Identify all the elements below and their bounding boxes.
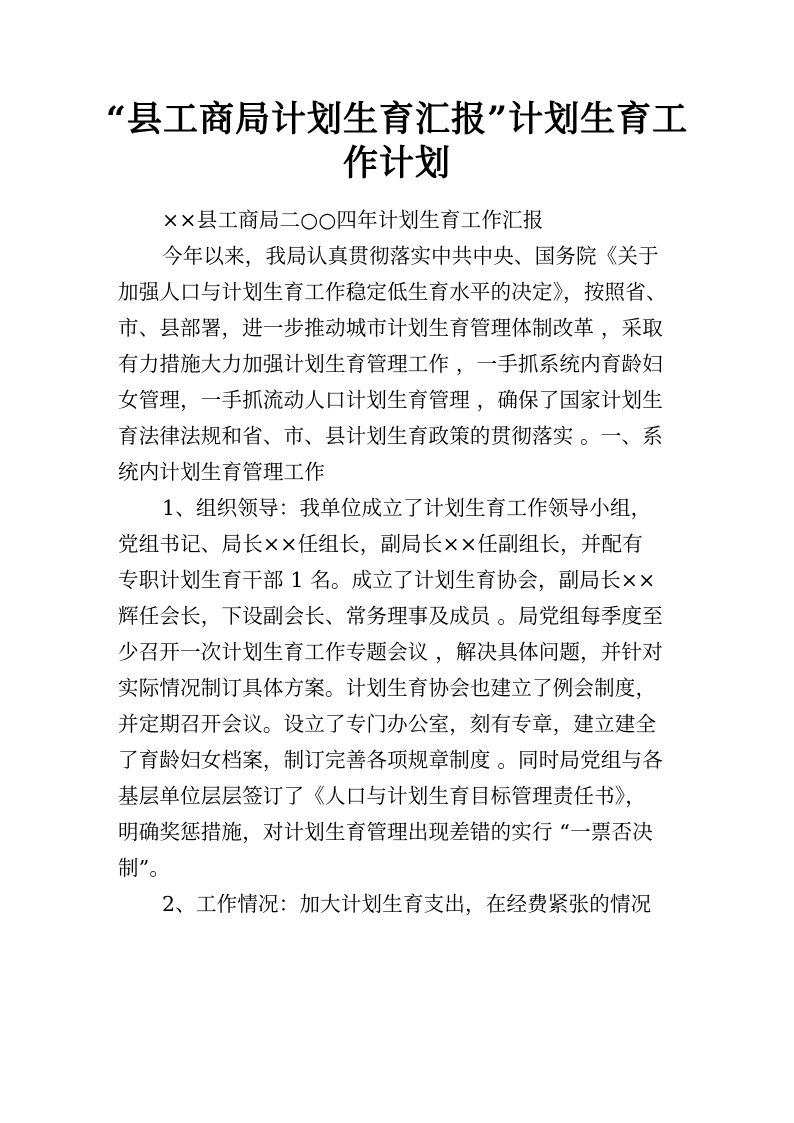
text-line: 并定期召开会议。设立了专门办公室，刻有专章，建立建全	[118, 712, 657, 736]
text-line: 1、组织领导：我单位成立了计划生育工作领导小组，	[162, 496, 652, 520]
text-line: 有力措施大力加强计划生育管理工作 ，一手抓系统内育龄妇	[118, 352, 663, 376]
text-line: 2、工作情况：加大计划生育支出，在经费紧张的情况	[162, 892, 652, 916]
text-line: 明确奖惩措施，对计划生育管理出现差错的实行 “一票否决	[118, 820, 653, 844]
text-line: 女管理，一手抓流动人口计划生育管理 ，确保了国家计划生	[118, 388, 663, 412]
text-line: 辉任会长，下设副会长、常务理事及成员 。局党组每季度至	[118, 604, 663, 628]
text-line: 了育龄妇女档案，制订完善各项规章制度 。同时局党组与各	[118, 748, 663, 772]
text-line: 制”。	[118, 856, 171, 880]
text-line: 实际情况制订具体方案。计划生育协会也建立了例会制度，	[118, 676, 657, 700]
text-line: 专职计划生育干部 1 名。成立了计划生育协会，副局长××	[118, 568, 656, 592]
text-line: 统内计划生育管理工作	[118, 460, 325, 484]
text-line: 加强人口与计划生育工作稳定低生育水平的决定》，按照省、	[118, 280, 667, 304]
document-title-line-1: “县工商局计划生育汇报”计划生育工	[105, 99, 689, 140]
text-line: 少召开一次计划生育工作专题会议 ，解决具体问题，并针对	[118, 640, 663, 664]
text-line: 基层单位层层签订了《人口与计划生育目标管理责任书》，	[118, 784, 646, 808]
document-title-line-2: 作计划	[342, 143, 451, 184]
text-line: ××县工商局二○○四年计划生育工作汇报	[162, 208, 544, 232]
text-line: 市、县部署，进一步推动城市计划生育管理体制改革 ，采取	[118, 316, 663, 340]
text-line: 育法律法规和省、市、县计划生育政策的贯彻落实 。一、系	[118, 424, 663, 448]
text-line: 党组书记、局长××任组长，副局长××任副组长，并配有	[118, 532, 643, 556]
text-line: 今年以来，我局认真贯彻落实中共中央、国务院《关于	[162, 244, 659, 268]
document-body	[118, 202, 688, 922]
